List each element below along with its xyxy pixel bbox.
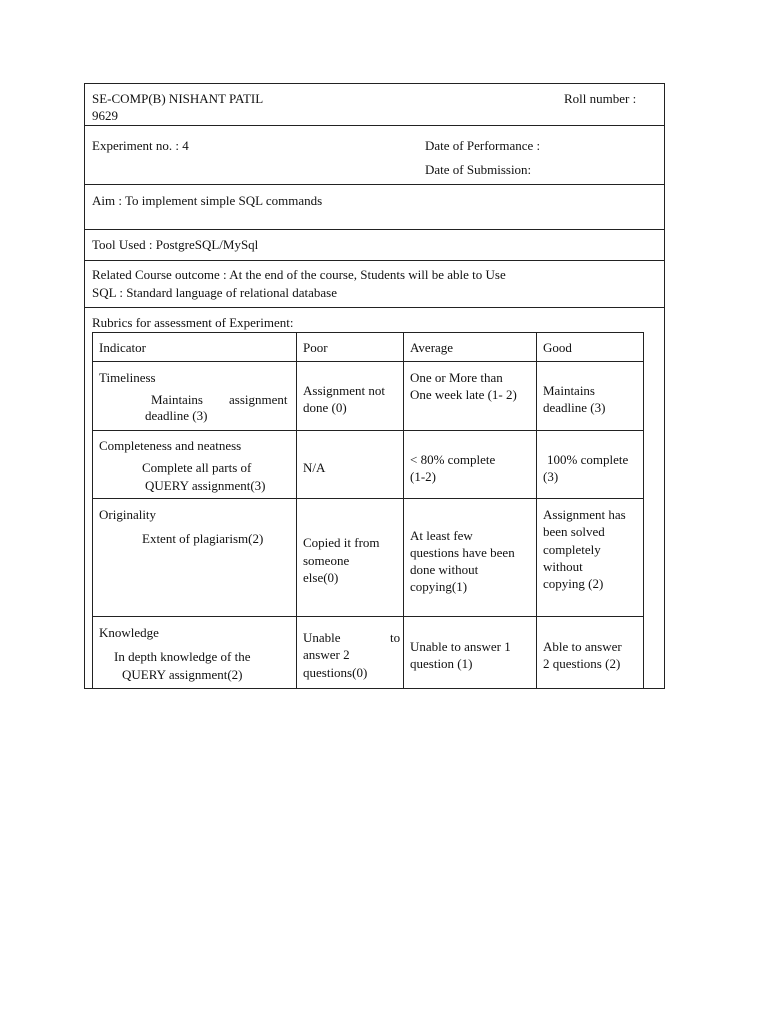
poor-cell-text: done (0) [303, 400, 347, 415]
poor-cell-text: Assignment not [303, 383, 385, 398]
poor-cell-text: to [390, 630, 401, 645]
column-header-average: Average [410, 340, 454, 355]
poor-cell-text: questions(0) [303, 665, 368, 680]
good-cell-text: 2 questions (2) [543, 656, 621, 671]
indicator-knowledge: Knowledge [99, 625, 159, 640]
poor-cell-text: else(0) [303, 570, 339, 585]
average-cell-text: < 80% complete [410, 452, 496, 467]
good-cell-text: Able to answer [543, 639, 622, 654]
good-cell-text: (3) [543, 469, 559, 484]
good-cell-text: deadline (3) [543, 400, 606, 415]
roll-number-label: Roll number : [564, 91, 637, 106]
average-cell-text: One or More than [410, 370, 503, 385]
rubrics-title: Rubrics for assessment of Experiment: [92, 315, 294, 330]
indicator-timeliness: Timeliness [99, 370, 156, 385]
good-cell-text: been solved [543, 524, 605, 539]
average-cell-text: One week late (1- 2) [410, 387, 517, 402]
average-cell-text: questions have been [410, 545, 515, 560]
average-cell-text: (1-2) [410, 469, 436, 484]
indicator-originality: Originality [99, 507, 157, 522]
average-cell-text: At least few [410, 528, 473, 543]
column-header-poor: Poor [303, 340, 328, 355]
student-name: SE-COMP(B) NISHANT PATIL [92, 91, 264, 106]
average-cell-text: question (1) [410, 656, 473, 671]
criterion-text: In depth knowledge of the [114, 649, 251, 664]
aim: Aim : To implement simple SQL commands [92, 193, 323, 208]
poor-cell-text: Copied it from [303, 535, 380, 550]
criterion-text: Extent of plagiarism(2) [142, 531, 264, 546]
criterion-text: deadline (3) [145, 408, 208, 423]
course-outcome-line2: SQL : Standard language of relational database [92, 285, 337, 300]
date-of-performance: Date of Performance : [425, 138, 541, 153]
poor-cell-text: answer 2 [303, 647, 350, 662]
good-cell-text: without [543, 559, 583, 574]
criterion-text: Complete all parts of [142, 460, 252, 475]
experiment-number: Experiment no. : 4 [92, 138, 189, 153]
tool-used: Tool Used : PostgreSQL/MySql [92, 237, 259, 252]
course-outcome-line1: Related Course outcome : At the end of the course, Students will be able to Use [92, 267, 506, 282]
poor-cell-text: someone [303, 553, 350, 568]
poor-cell-text: N/A [303, 460, 326, 475]
good-cell-text: 100% complete [547, 452, 629, 467]
good-cell-text: Maintains [543, 383, 595, 398]
criterion-text: QUERY assignment(3) [145, 478, 266, 493]
criterion-text: assignment [229, 392, 288, 407]
indicator-completeness: Completeness and neatness [99, 438, 242, 453]
average-cell-text: copying(1) [410, 579, 468, 594]
average-cell-text: done without [410, 562, 479, 577]
good-cell-text: Assignment has [543, 507, 626, 522]
average-cell-text: Unable to answer 1 [410, 639, 511, 654]
good-cell-text: completely [543, 542, 601, 557]
date-of-submission: Date of Submission: [425, 162, 532, 177]
criterion-text: Maintains [151, 392, 203, 407]
criterion-text: QUERY assignment(2) [122, 667, 243, 682]
poor-cell-text: Unable [303, 630, 341, 645]
column-header-good: Good [543, 340, 572, 355]
roll-number-value: 9629 [92, 108, 118, 123]
good-cell-text: copying (2) [543, 576, 604, 591]
column-header-indicator: Indicator [99, 340, 146, 355]
